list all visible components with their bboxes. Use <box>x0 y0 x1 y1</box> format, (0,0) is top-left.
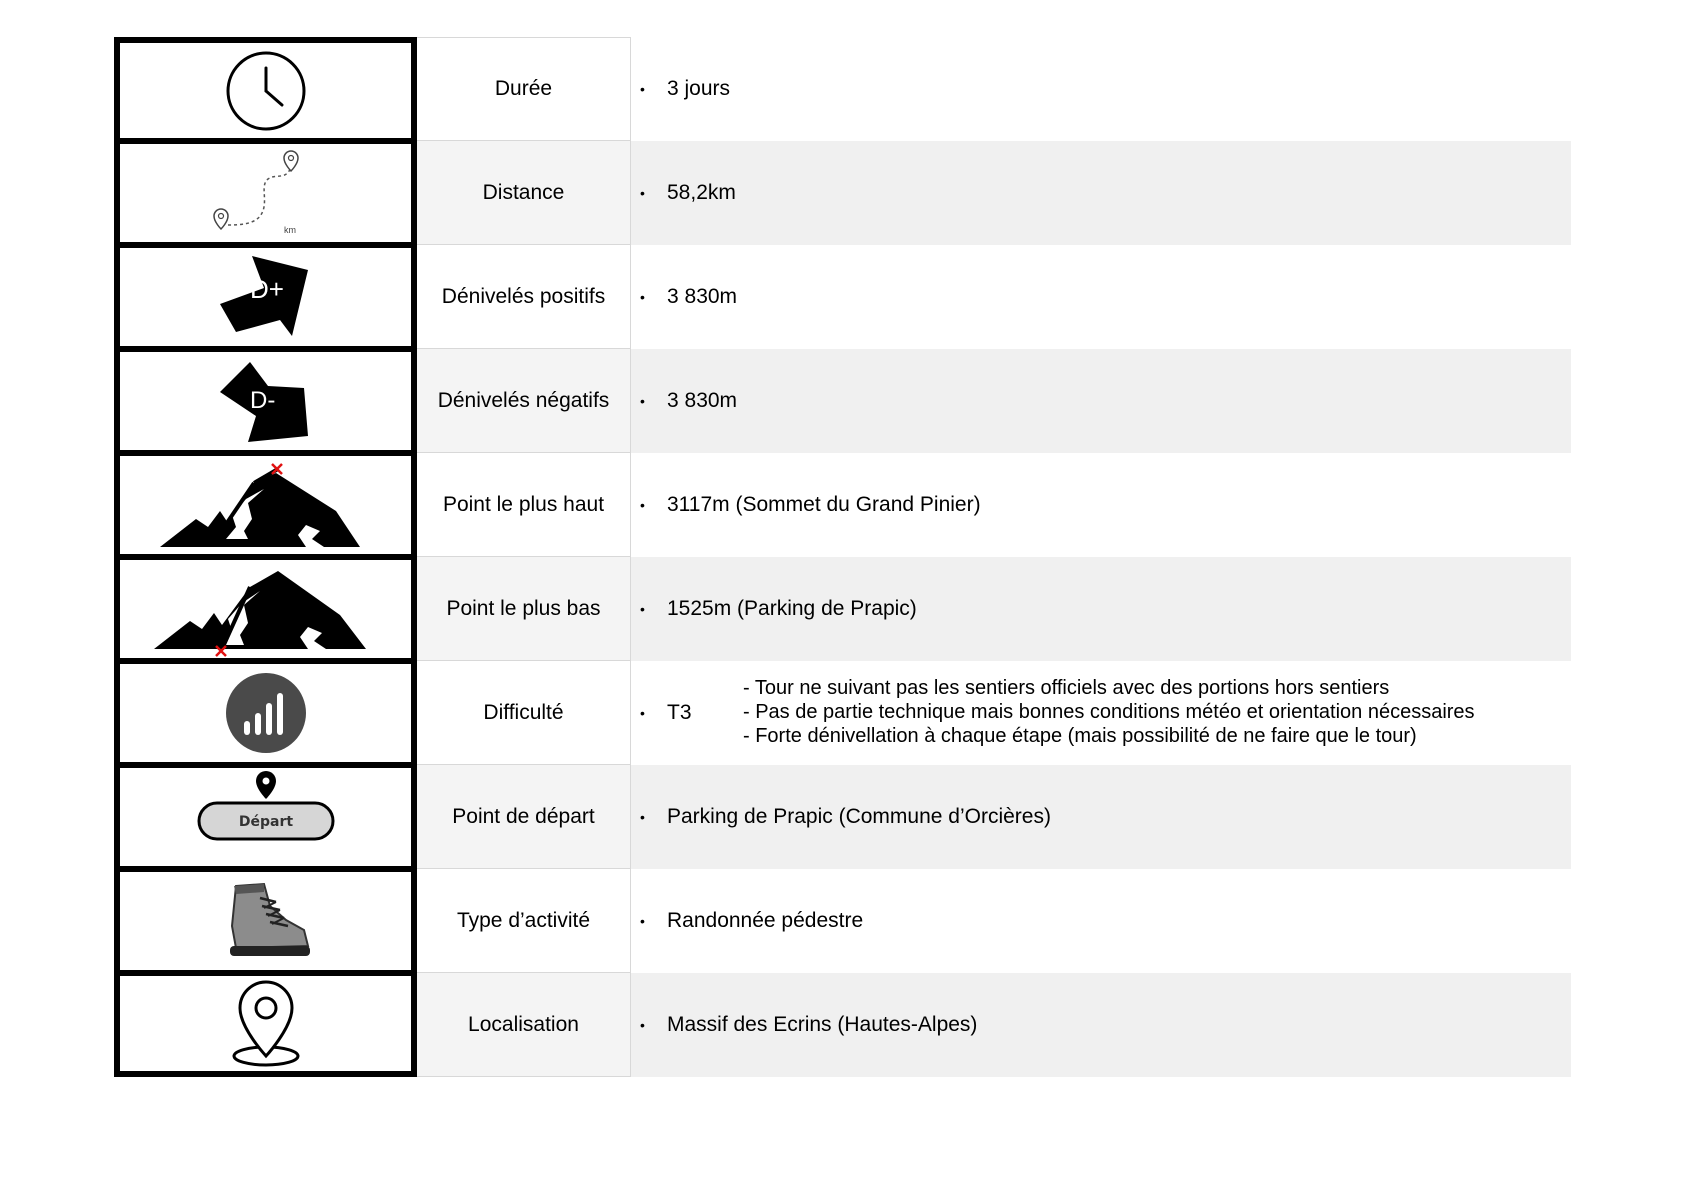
row-label: Difficulté <box>417 661 631 765</box>
difficulty-note: - Tour ne suivant pas les sentiers officiels avec des portions hors sentiers <box>743 677 1390 699</box>
clock-icon <box>221 46 311 136</box>
difficulty-notes <box>743 676 1475 748</box>
row-label: Dénivelés positifs <box>417 245 631 349</box>
start-point-icon <box>191 769 341 865</box>
icon-cell <box>114 245 417 349</box>
row-value: 3 830m <box>667 389 738 412</box>
icon-cell <box>114 37 417 141</box>
lowest-point-mountain-icon <box>150 561 382 657</box>
row-value-cell <box>631 141 1571 245</box>
row-label: Point le plus bas <box>417 557 631 661</box>
icon-cell <box>114 141 417 245</box>
icon-cell <box>114 453 417 557</box>
row-value-cell <box>631 245 1571 349</box>
difficulty-note: - Forte dénivellation à chaque étape (mais possibilité de ne faire que le tour) <box>743 725 1417 747</box>
row-label: Point de départ <box>417 765 631 869</box>
row-value: 3117m (Sommet du Grand Pinier) <box>667 493 981 516</box>
table-row-distance <box>114 141 1581 245</box>
row-label: Dénivelés négatifs <box>417 349 631 453</box>
bullet: • <box>640 913 645 929</box>
row-label: Durée <box>417 37 631 141</box>
row-value-cell <box>631 973 1571 1077</box>
row-value-cell <box>631 869 1571 973</box>
bullet: • <box>640 497 645 513</box>
table-row-point-depart <box>114 765 1581 869</box>
elevation-loss-icon <box>216 356 316 446</box>
d-minus-text: D- <box>249 387 275 414</box>
table-row-denivele-positif <box>114 245 1581 349</box>
row-value: 3 830m <box>667 285 738 308</box>
bullet: • <box>640 393 645 409</box>
row-value-cell <box>631 453 1571 557</box>
table-row-duree <box>114 37 1581 141</box>
km-label: km <box>283 225 296 235</box>
row-label: Point le plus haut <box>417 453 631 557</box>
table-row-difficulte <box>114 661 1581 765</box>
icon-cell <box>114 765 417 869</box>
bullet: • <box>640 1017 645 1033</box>
row-value-cell <box>631 37 1571 141</box>
highest-point-mountain-icon <box>156 459 376 551</box>
bullet: • <box>640 601 645 617</box>
info-table <box>114 37 1581 1077</box>
bullet: • <box>640 705 645 721</box>
d-plus-text: D+ <box>249 274 284 304</box>
row-value: T3 <box>667 701 692 724</box>
icon-cell <box>114 349 417 453</box>
row-value: Parking de Prapic (Commune d’Orcières) <box>667 805 1051 828</box>
bullet: • <box>640 81 645 97</box>
icon-cell <box>114 661 417 765</box>
row-value: 3 jours <box>667 77 731 100</box>
table-row-denivele-negatif <box>114 349 1581 453</box>
table-row-localisation <box>114 973 1581 1077</box>
row-value: Randonnée pédestre <box>667 909 864 932</box>
icon-cell <box>114 869 417 973</box>
row-value-cell <box>631 661 1571 765</box>
bullet: • <box>640 809 645 825</box>
elevation-gain-icon <box>216 252 316 342</box>
row-value-cell <box>631 557 1571 661</box>
hiking-boot-icon <box>216 876 316 966</box>
row-value-cell <box>631 765 1571 869</box>
row-value-cell <box>631 349 1571 453</box>
row-label: Localisation <box>417 973 631 1077</box>
row-value: Massif des Ecrins (Hautes-Alpes) <box>667 1013 978 1036</box>
row-value: 1525m (Parking de Prapic) <box>667 597 917 620</box>
icon-cell <box>114 973 417 1077</box>
table-row-point-bas <box>114 557 1581 661</box>
bullet: • <box>640 185 645 201</box>
depart-badge-text: Départ <box>238 814 293 830</box>
difficulty-signal-icon <box>224 671 308 755</box>
row-value: 58,2km <box>667 181 736 204</box>
table-row-type-activite <box>114 869 1581 973</box>
icon-cell <box>114 557 417 661</box>
difficulty-note: - Pas de partie technique mais bonnes conditions météo et orientation nécessaires <box>743 701 1475 723</box>
row-label: Type d’activité <box>417 869 631 973</box>
location-pin-icon <box>226 978 306 1070</box>
row-label: Distance <box>417 141 631 245</box>
route-distance-icon <box>206 145 326 241</box>
bullet: • <box>640 289 645 305</box>
table-row-point-haut <box>114 453 1581 557</box>
